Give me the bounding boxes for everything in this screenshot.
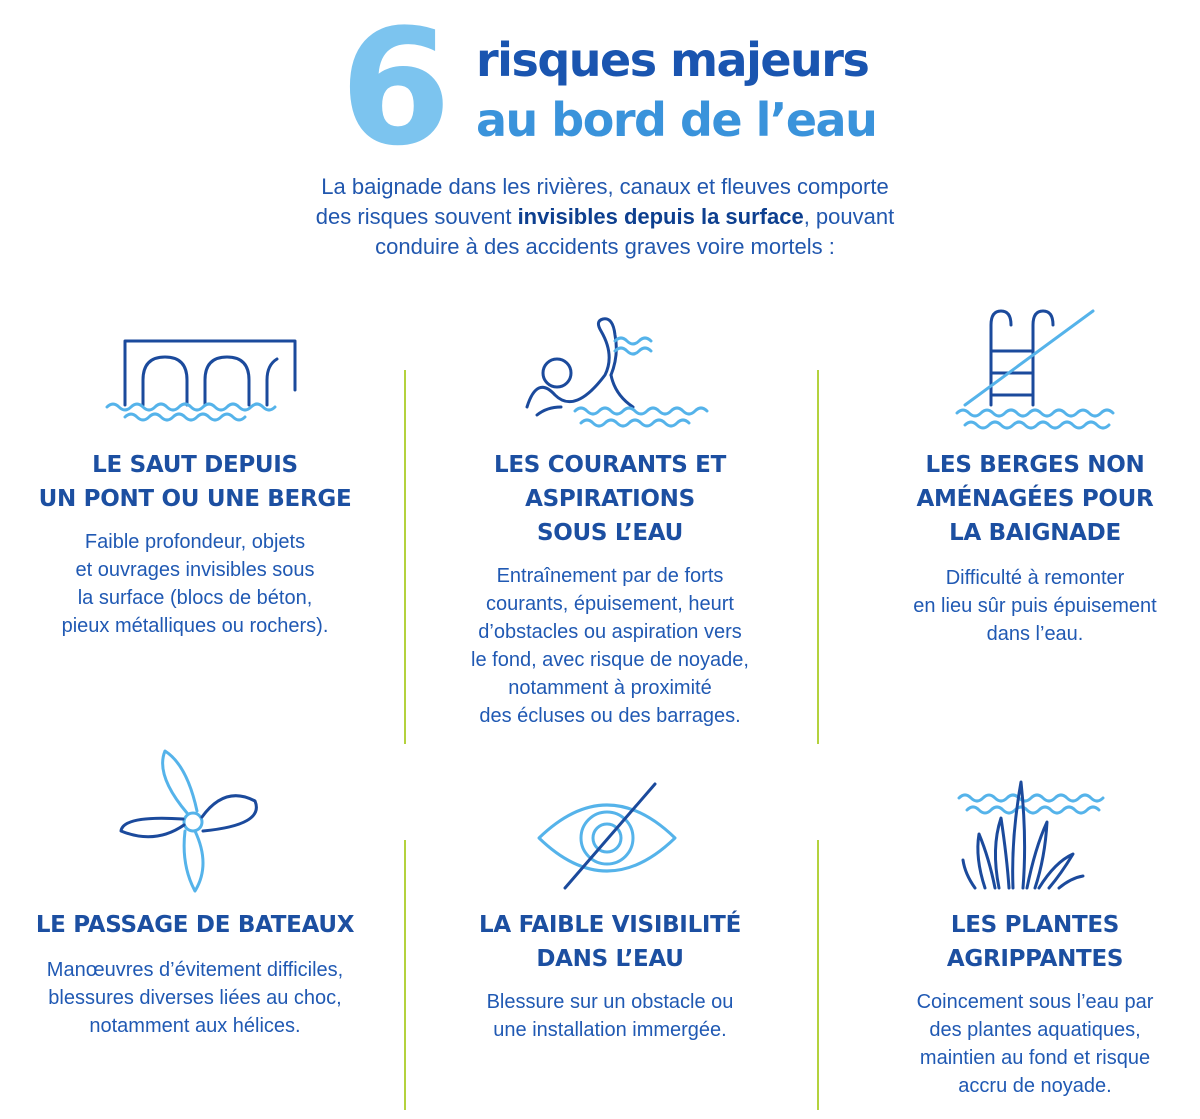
risk-text-line: blessures diverses liées au choc, (48, 987, 342, 1009)
risk-title-line: LE PASSAGE DE BATEAUX (35, 912, 355, 938)
intro-line-2-end: , pouvant (803, 204, 895, 229)
risk-item-visibility (420, 908, 800, 1044)
risk-text-line: dans l’eau. (986, 623, 1084, 645)
divider-bottom-right (817, 840, 819, 1110)
risk-title-line: UN PONT OU UNE BERGE (38, 486, 352, 512)
risk-title-line: LA FAIBLE VISIBILITÉ (479, 912, 741, 938)
risk-title-line: LE SAUT DEPUIS (92, 452, 298, 478)
risk-text-line: une installation immergée. (493, 1019, 727, 1041)
ladder-crossed-icon (955, 305, 1115, 440)
risk-text-line: maintien au fond et risque (919, 1047, 1151, 1069)
risk-text-line: en lieu sûr puis épuisement (913, 595, 1157, 617)
risk-text-line: Difficulté à remonter (945, 567, 1125, 589)
risk-text-line: Manœuvres d’évitement difficiles, (46, 959, 344, 981)
risk-title-line: LES COURANTS ET (494, 452, 726, 478)
intro-text (200, 172, 1010, 262)
risk-text-line: pieux métalliques ou rochers). (61, 615, 329, 637)
page-title (476, 30, 876, 150)
risk-title (845, 908, 1200, 976)
risk-text-line: Coincement sous l’eau par (916, 991, 1154, 1013)
risk-text-line: courants, épuisement, heurt (486, 593, 734, 615)
divider-top-right (817, 370, 819, 744)
risk-text-line: et ouvrages invisibles sous (75, 559, 315, 581)
risk-description (420, 562, 800, 730)
swimmer-icon (515, 315, 705, 440)
risk-title (10, 448, 380, 516)
risk-item-plants (845, 908, 1200, 1100)
risk-title-line: LA BAIGNADE (949, 520, 1121, 546)
risk-title (420, 448, 800, 550)
risk-text-line: Blessure sur un obstacle ou (486, 991, 734, 1013)
risk-item-currents (420, 448, 800, 730)
risk-title-line: LES PLANTES (950, 912, 1120, 938)
risk-title-line: DANS L’EAU (536, 946, 684, 972)
risk-description (10, 528, 380, 640)
bridge-icon (105, 335, 305, 430)
risk-title (845, 448, 1200, 550)
risk-item-banks (845, 448, 1200, 648)
divider-bottom-left (404, 840, 406, 1110)
risk-title-line: ASPIRATIONS (525, 486, 695, 512)
risk-text-line: accru de noyade. (958, 1075, 1112, 1097)
propeller-icon (115, 745, 275, 900)
intro-line-3: conduire à des accidents graves voire mortels : (375, 234, 835, 259)
risk-text-line: la surface (blocs de béton, (77, 587, 313, 609)
risk-title (5, 908, 385, 942)
risk-text-line: des plantes aquatiques, (929, 1019, 1141, 1041)
risk-text-line: Entraînement par de forts (496, 565, 724, 587)
risk-title-line: LES BERGES NON (925, 452, 1145, 478)
risk-title-line: AMÉNAGÉES POUR (916, 486, 1154, 512)
risk-title-line: AGRIPPANTES (946, 946, 1124, 972)
risk-text-line: d’obstacles ou aspiration vers (478, 621, 742, 643)
risk-description (420, 988, 800, 1044)
water-plants-icon (955, 778, 1115, 898)
risk-title-line: SOUS L’EAU (537, 520, 683, 546)
intro-line-2 (200, 202, 1010, 232)
risk-item-boats (5, 908, 385, 1040)
big-number-six: 6 (340, 0, 448, 181)
divider-top-left (404, 370, 406, 744)
title-line-1: risques majeurs (476, 33, 869, 87)
risk-text-line: Faible profondeur, objets (84, 531, 306, 553)
risk-text-line: notamment aux hélices. (89, 1015, 301, 1037)
risk-text-line: des écluses ou des barrages. (479, 705, 741, 727)
risk-description (845, 988, 1200, 1100)
risk-item-bridge-jump (10, 448, 380, 640)
intro-line-2-start: des risques souvent (315, 204, 518, 229)
risk-text-line: notamment à proximité (508, 677, 712, 699)
eye-crossed-icon (535, 780, 685, 895)
intro-line-2-bold: invisibles depuis la surface (517, 204, 804, 229)
risk-description (5, 956, 385, 1040)
intro-line-1: La baignade dans les rivières, canaux et fleuves comporte (321, 174, 889, 199)
risk-title (420, 908, 800, 976)
risk-text-line: le fond, avec risque de noyade, (471, 649, 749, 671)
title-line-2: au bord de l’eau (476, 93, 877, 147)
risk-description (845, 564, 1200, 648)
